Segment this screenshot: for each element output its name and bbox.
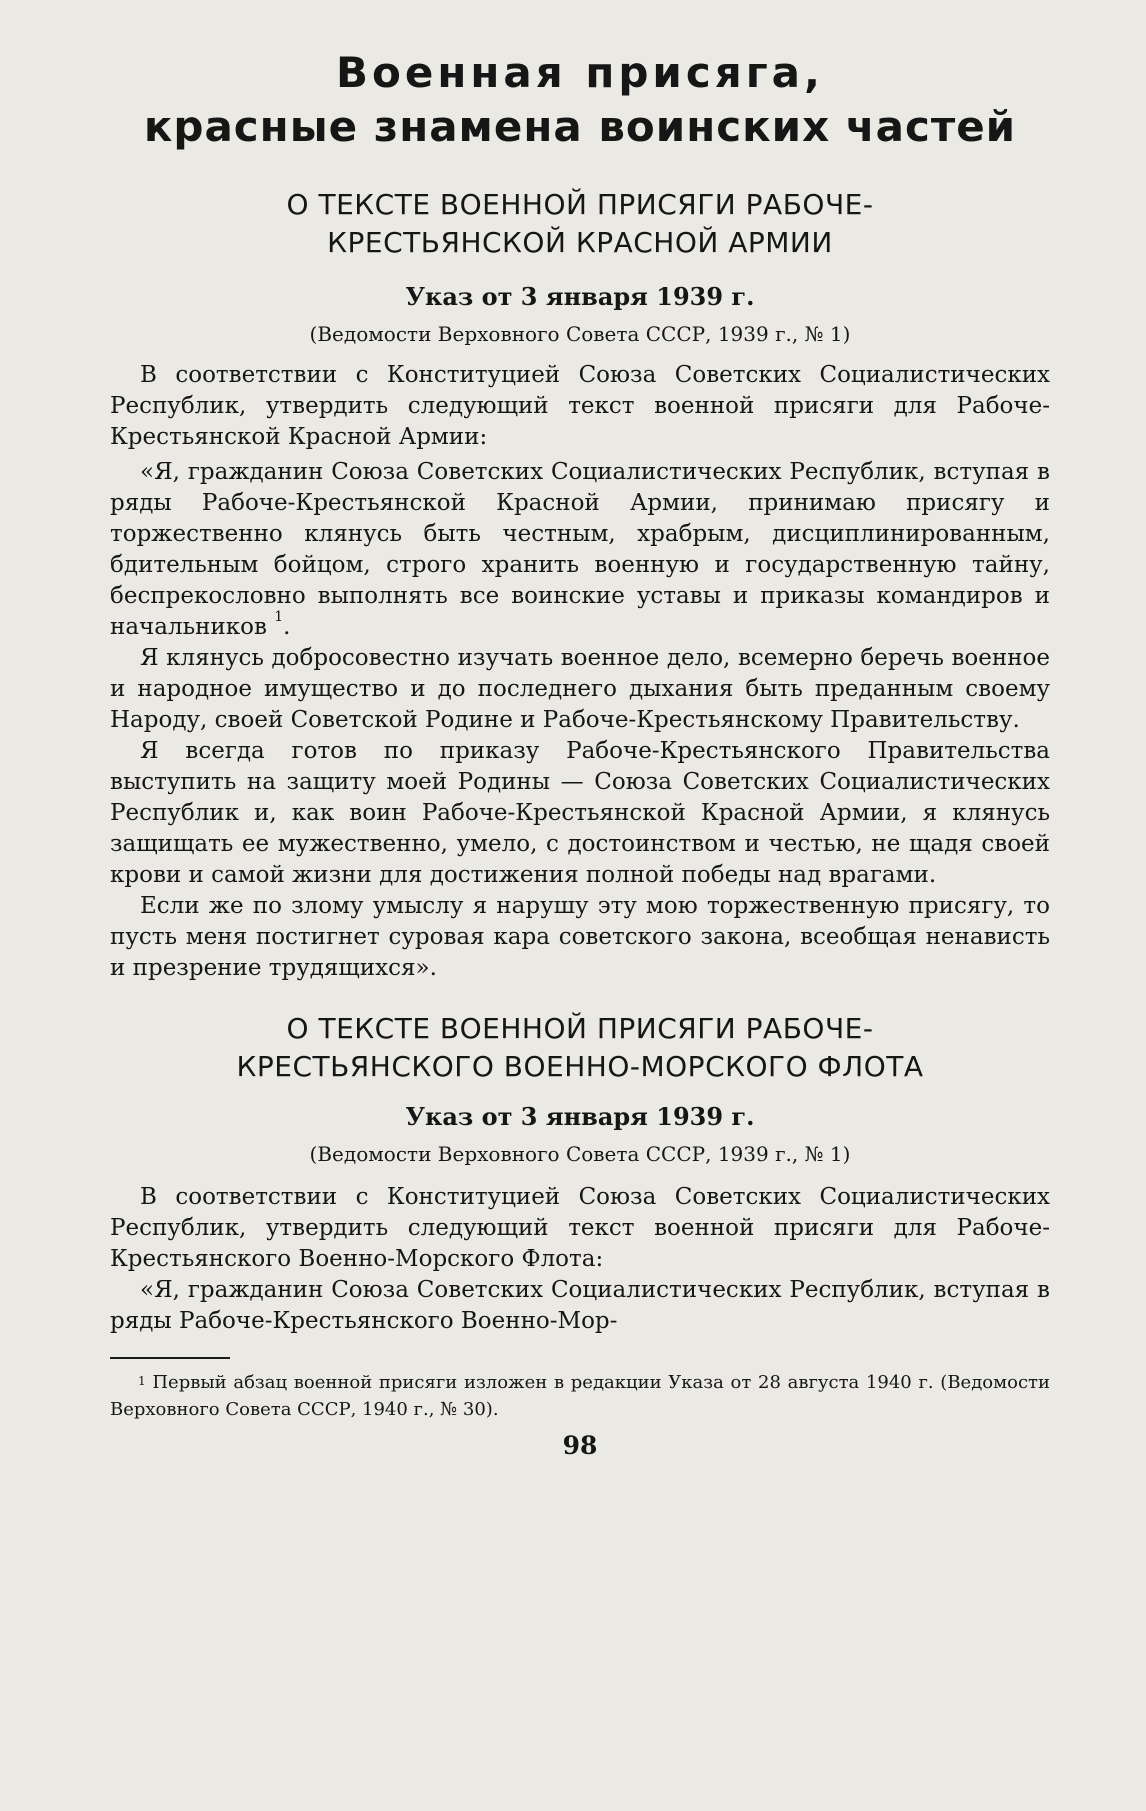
page-content: [110, 46, 1050, 1461]
section2-oath-start: «Я, гражданин Союза Советских Социалистических Республик, вступая в ряды Рабоче-Крестьянского Военно-Мор-: [110, 1277, 1050, 1334]
section1-oath-paragraph-1-end: .: [283, 614, 291, 640]
section1-title-line2: КРЕСТЬЯНСКОЙ КРАСНОЙ АРМИИ: [327, 226, 833, 259]
section2-title: [110, 1010, 1050, 1086]
section1-oath-paragraph-1: [110, 457, 1050, 643]
section1-intro: В соответствии с Конституцией Союза Советских Социалистических Республик, утвердить следующий текст военной присяги для Рабоче-Крестьянской Красной Армии:: [110, 362, 1050, 450]
footnote-mark: 1: [138, 1374, 146, 1388]
footnote-reference: 1: [274, 609, 284, 625]
section1-decree: Указ от 3 января 1939 г.: [405, 282, 755, 311]
page-number: 98: [562, 1431, 598, 1460]
section1-oath-paragraph-3: Я всегда готов по приказу Рабоче-Крестьянского Правительства выступить на защиту моей Родины — Союза Советских Социалистических Республик и, как воин Рабоче-Крестьянской Красной Армии, я клянусь защищать ее мужественно, умело, с достоинством и честью, не щадя своей крови и самой жизни для достижения полной победы над врагами.: [110, 738, 1050, 888]
section1-oath-paragraph-4: Если же по злому умыслу я нарушу эту мою торжественную присягу, то пусть меня постигнет суровая кара советского закона, всеобщая ненависть и презрение трудящихся».: [110, 893, 1050, 981]
section2-intro: В соответствии с Конституцией Союза Советских Социалистических Республик, утвердить следующий текст военной присяги для Рабоче-Крестьянского Военно-Морского Флота:: [110, 1184, 1050, 1272]
footnote: [110, 1369, 1050, 1423]
section1-oath-paragraph-1-text: «Я, гражданин Союза Советских Социалистических Республик, вступая в ряды Рабоче-Крестьянской Красной Армии, принимаю присягу и торжественно клянусь быть честным, храбрым, дисциплинированным, бдительным бойцом, строго хранить военную и государственную тайну, беспрекословно выполнять все воинские уставы и приказы командиров и начальников: [110, 459, 1050, 640]
chapter-title-line2: красные знамена воинских частей: [143, 102, 1017, 151]
section2-decree: Указ от 3 января 1939 г.: [405, 1102, 755, 1131]
footnote-text: Первый абзац военной присяги изложен в редакции Указа от 28 августа 1940 г. (Ведомости Верховного Совета СССР, 1940 г., № 30).: [110, 1372, 1050, 1420]
chapter-title-line1: Военная присяга,: [336, 48, 824, 97]
section1-title: [110, 186, 1050, 262]
section1-oath-paragraph-2: Я клянусь добросовестно изучать военное дело, всемерно беречь военное и народное имущество и до последнего дыхания быть преданным своему Народу, своей Советской Родине и Рабоче-Крестьянскому Правительству.: [110, 645, 1050, 733]
section1-title-line1: О ТЕКСТЕ ВОЕННОЙ ПРИСЯГИ РАБОЧЕ-: [286, 188, 874, 221]
section2-title-line2: КРЕСТЬЯНСКОГО ВОЕННО-МОРСКОГО ФЛОТА: [236, 1050, 924, 1083]
section1-source: (Ведомости Верховного Совета СССР, 1939 г., № 1): [309, 322, 851, 346]
section2-title-line1: О ТЕКСТЕ ВОЕННОЙ ПРИСЯГИ РАБОЧЕ-: [286, 1012, 874, 1045]
footnote-rule: [110, 1357, 230, 1359]
footnote-separator-area: [110, 1337, 1050, 1363]
section2-source: (Ведомости Верховного Совета СССР, 1939 г., № 1): [309, 1142, 851, 1166]
chapter-title: [110, 46, 1050, 154]
